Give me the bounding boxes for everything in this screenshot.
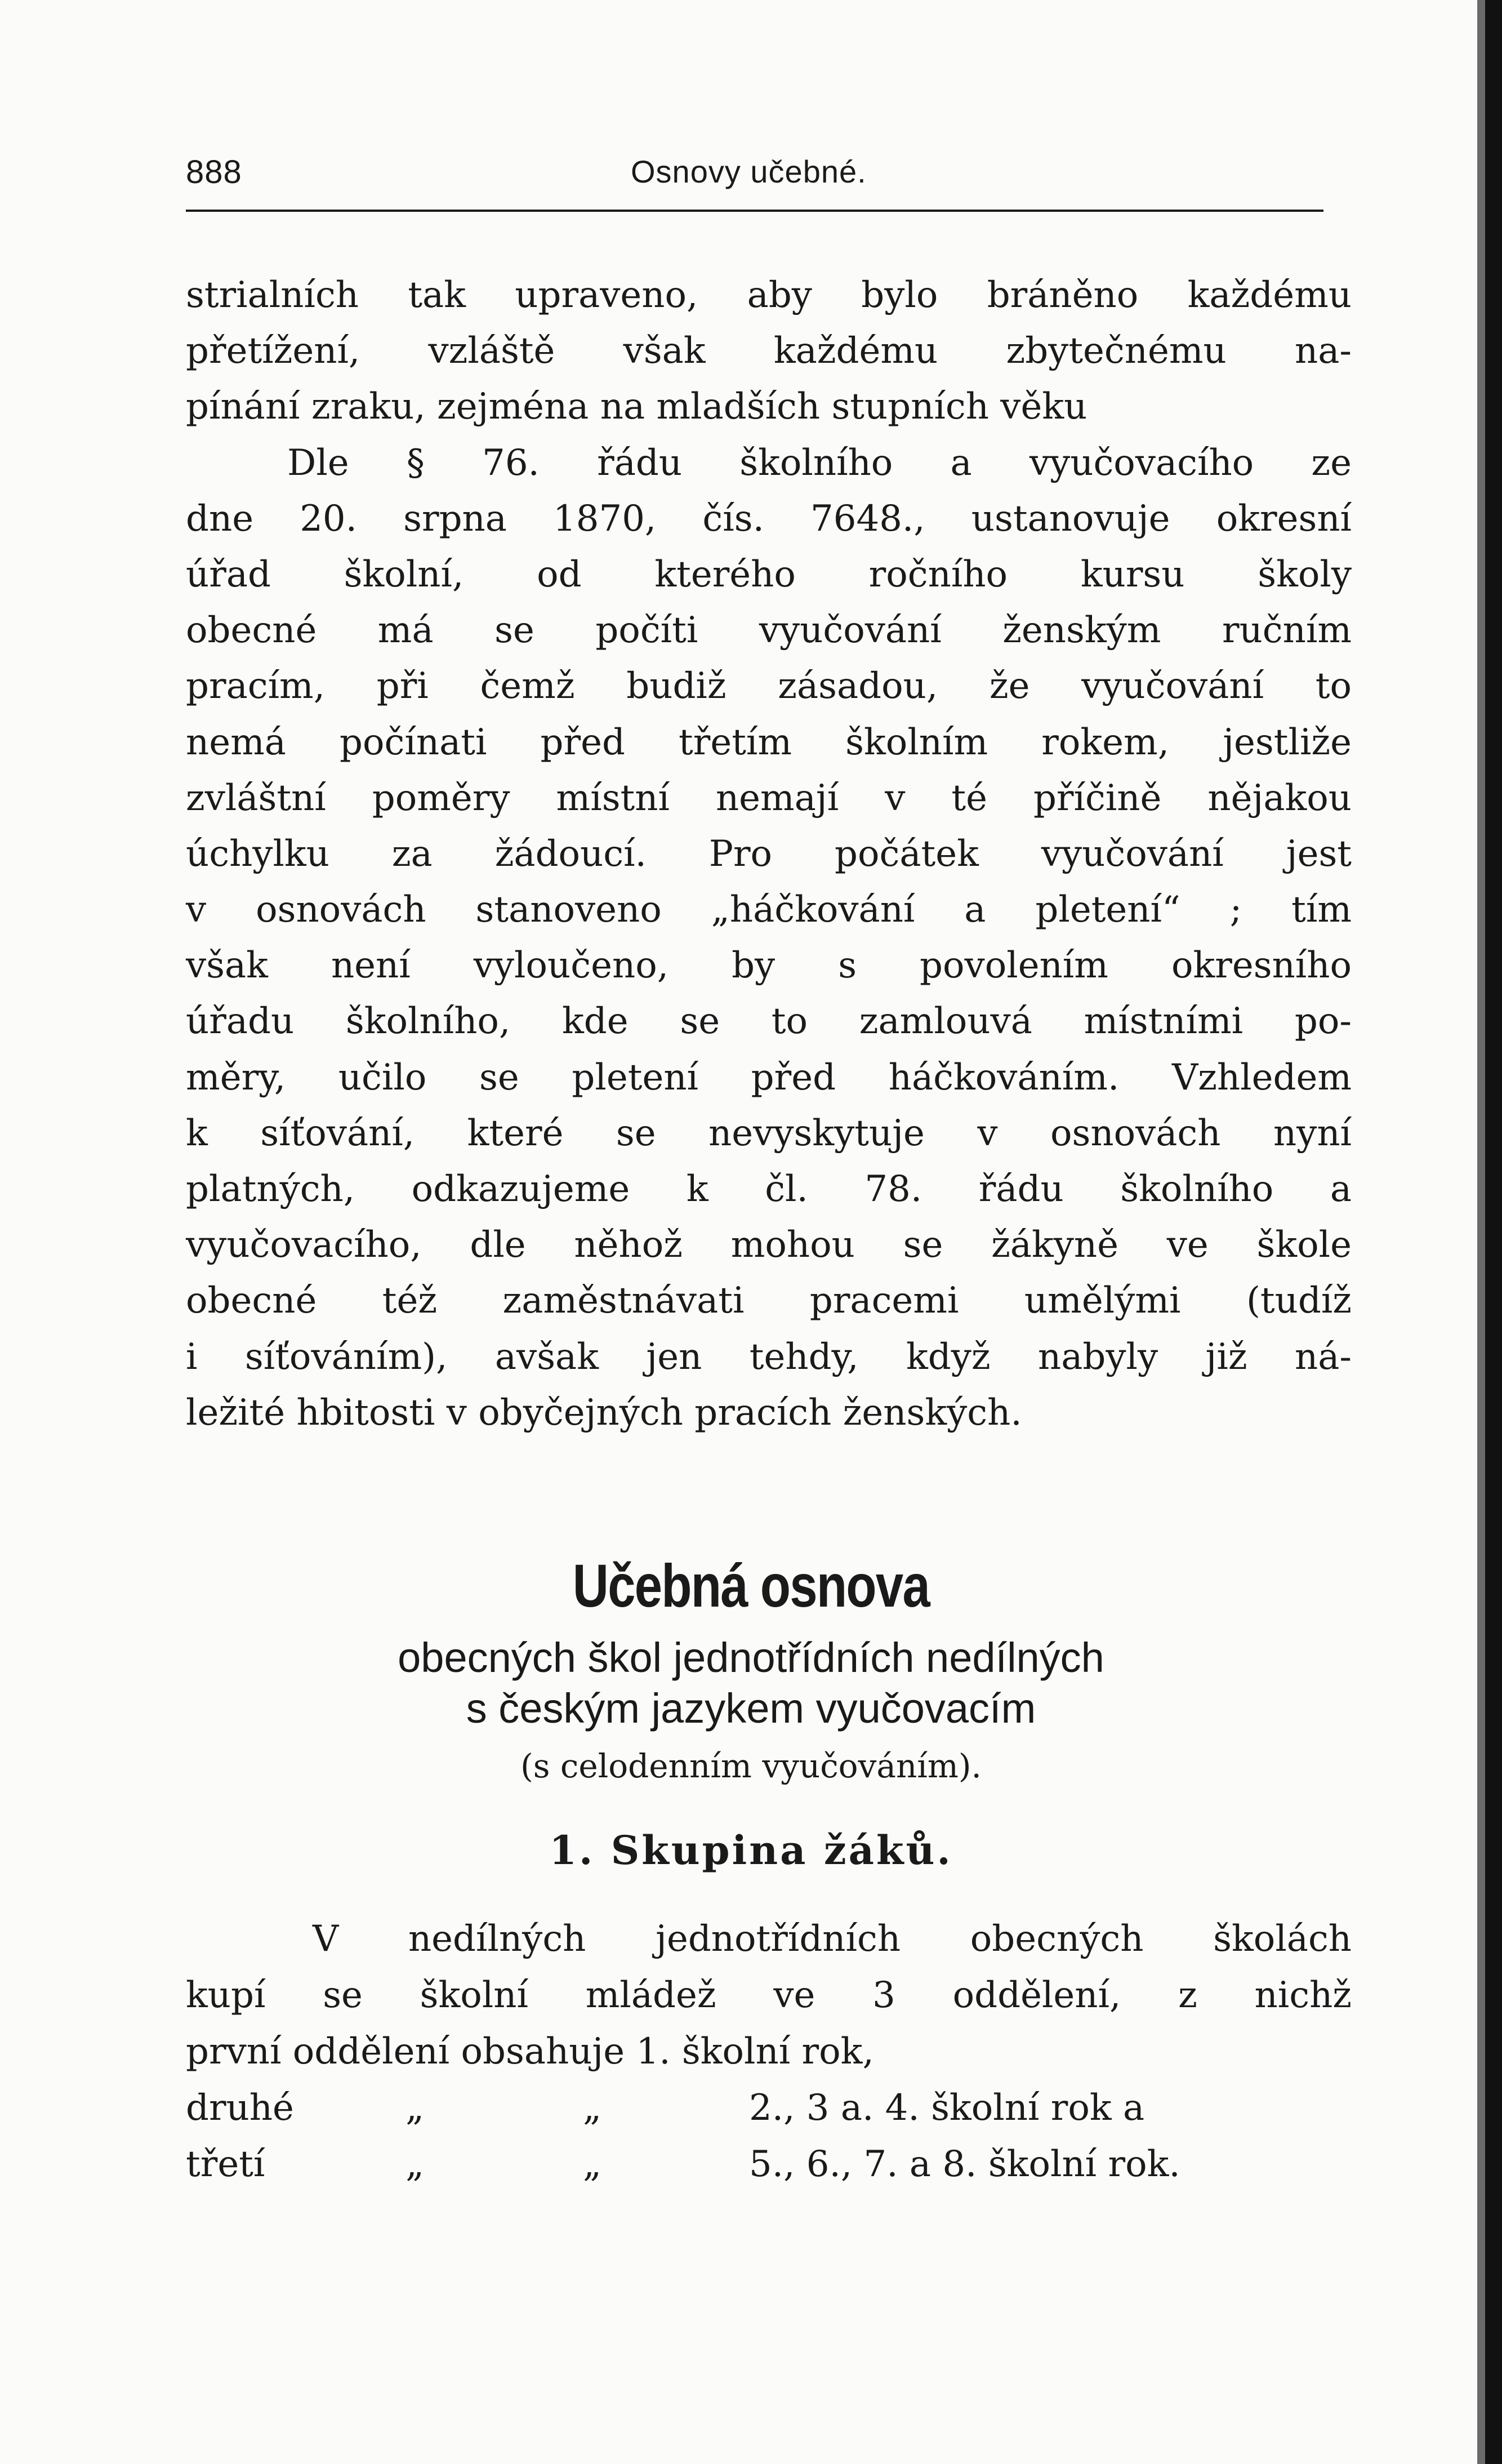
body-line: úřad školní, od kterého ročního kursu školy xyxy=(186,553,1352,595)
body-line: měry, učilo se pletení před háčkováním. Vzhledem xyxy=(186,1056,1352,1098)
ditto-mark: „ xyxy=(405,2143,425,2185)
body-paragraphs xyxy=(186,268,1352,1441)
running-head: Osnovy učebné. xyxy=(631,154,867,189)
ditto-mark: „ xyxy=(583,2143,602,2185)
body-line: nemá počínati před třetím školním rokem, jestliže xyxy=(186,721,1352,763)
body-line: pracím, při čemž budiž zásadou, že vyučování to xyxy=(186,665,1352,708)
body-line: platných, odkazujeme k čl. 78. řádu školního a xyxy=(186,1168,1352,1210)
body-line: úchylku za žádoucí. Pro počátek vyučování jest xyxy=(186,833,1352,875)
section-subtitle-note: (s celodenním vyučováním). xyxy=(520,1747,982,1785)
group-line: V nedílných jednotřídních obecných školách xyxy=(313,1918,1352,1960)
row-label: třetí xyxy=(186,2143,265,2185)
body-line: pínání zraku, zejména na mladších stupních věku xyxy=(186,386,1087,428)
section-subtitle-line-1: obecných škol jednotřídních nedílných xyxy=(398,1634,1104,1681)
group-line: kupí se školní mládež ve 3 oddělení, z nichž xyxy=(186,1974,1352,2016)
body-line: obecné též zaměstnávati pracemi umělými (tudíž xyxy=(186,1280,1352,1322)
body-line: k síťování, které se nevyskytuje v osnovách nyní xyxy=(186,1112,1352,1154)
body-line: vyučovacího, dle něhož mohou se žákyně ve škole xyxy=(186,1224,1352,1266)
page-edge xyxy=(1485,0,1502,2464)
body-line: Dle § 76. řádu školního a vyučovacího ze xyxy=(287,442,1352,484)
section-main-title: Učebná osnova xyxy=(572,1551,930,1620)
subsection-title: 1. Skupina žáků. xyxy=(549,1827,953,1874)
row-years: 2., 3 a. 4. školní rok a xyxy=(749,2087,1145,2129)
body-line: zvláštní poměry místní nemají v té příčině nějakou xyxy=(186,777,1352,819)
group-line: první oddělení obsahuje 1. školní rok, xyxy=(186,2031,874,2072)
ditto-mark: „ xyxy=(405,2087,425,2129)
body-line: přetížení, vzláště však každému zbytečnému na- xyxy=(186,330,1352,372)
body-line: úřadu školního, kde se to zamlouvá místními po- xyxy=(186,1000,1352,1043)
header-rule xyxy=(186,210,1323,212)
group-paragraph xyxy=(186,1911,1352,2192)
row-label: druhé xyxy=(186,2087,294,2129)
body-line: ležité hbitosti v obyčejných pracích ženských. xyxy=(186,1391,1022,1434)
page-edge-shadow xyxy=(1477,0,1485,2464)
page-header xyxy=(186,153,1323,198)
page-number: 888 xyxy=(186,154,242,190)
row-years: 5., 6., 7. a 8. školní rok. xyxy=(749,2143,1180,2185)
body-line: obecné má se počíti vyučování ženským ručním xyxy=(186,610,1352,652)
body-line: dne 20. srpna 1870, čís. 7648., ustanovuje okresní xyxy=(186,497,1352,540)
body-line: v osnovách stanoveno „háčkování a pletení“ ; tím xyxy=(186,889,1352,931)
ditto-mark: „ xyxy=(583,2087,602,2129)
section-subtitle-line-2: s českým jazykem vyučovacím xyxy=(466,1685,1036,1732)
body-line: však není vyloučeno, by s povolením okresního xyxy=(186,945,1352,987)
group-row-second xyxy=(186,2080,1352,2136)
body-line: strialních tak upraveno, aby bylo bráněno každému xyxy=(186,274,1352,316)
group-row-third xyxy=(186,2136,1352,2192)
body-line: i síťováním), avšak jen tehdy, když nabyly již ná- xyxy=(186,1336,1352,1378)
